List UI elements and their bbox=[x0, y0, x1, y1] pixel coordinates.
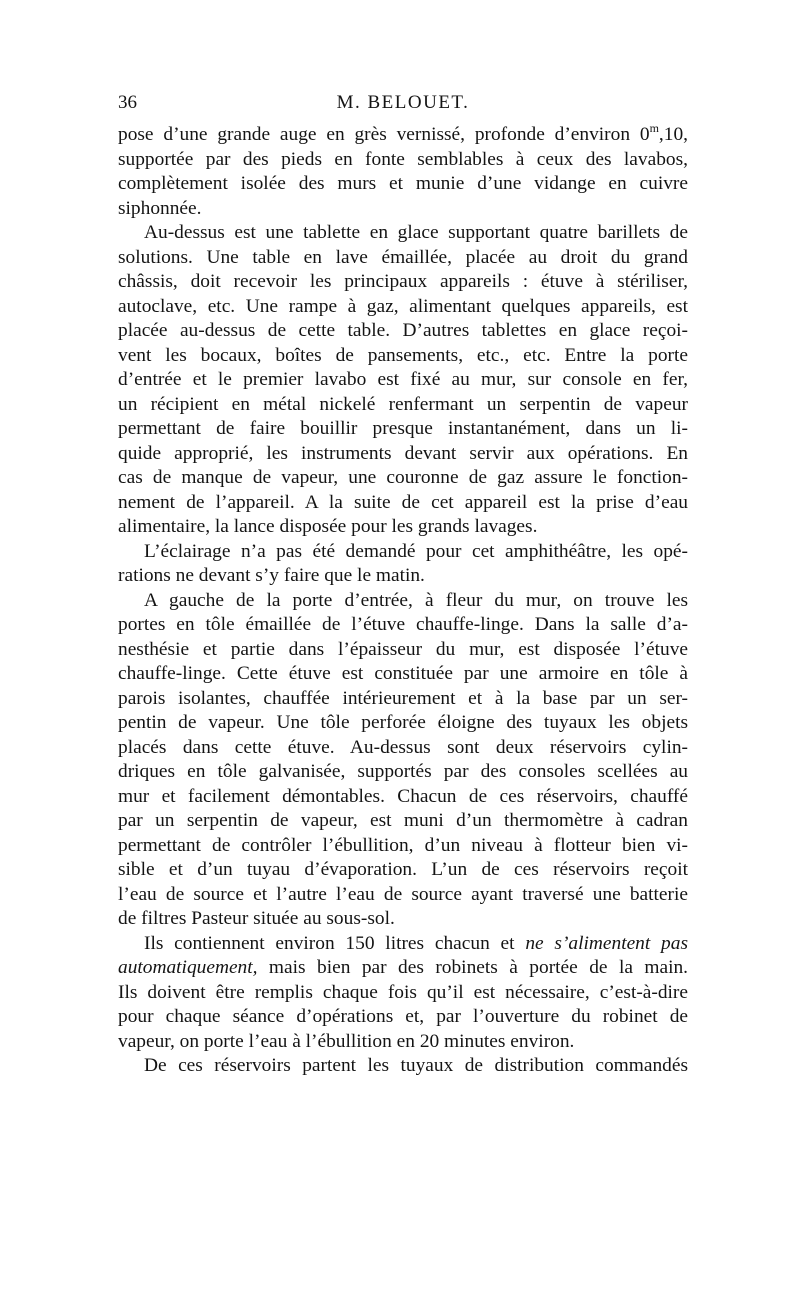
text-line bbox=[118, 858, 688, 883]
line-text: pour chaque séance d’opérations et, par l’ouverture du robinet de bbox=[118, 1006, 688, 1027]
line-text: par un serpentin de vapeur, est muni d’un thermomètre à cadran bbox=[118, 810, 688, 831]
running-head: M. BELOUET. bbox=[336, 92, 470, 113]
line-text: sible et d’un tuyau d’évaporation. L’un de ces réservoirs reçoit bbox=[118, 859, 688, 880]
text-line bbox=[118, 319, 688, 344]
text-line bbox=[118, 1054, 688, 1079]
line-text: quide approprié, les instruments devant servir aux opérations. En bbox=[118, 442, 688, 464]
page-number: 36 bbox=[118, 92, 137, 113]
line-text: complètement isolée des murs et munie d’une vidange en cuivre bbox=[118, 173, 688, 194]
line-text: cas de manque de vapeur, une couronne de gaz assure le fonction- bbox=[118, 467, 688, 488]
line-text: ,10, bbox=[658, 124, 688, 145]
line-text: placée au-dessus de cette table. D’autres tablettes en glace reçoi- bbox=[118, 320, 688, 341]
line-text: mur et facilement démontables. Chacun de ces réservoirs, chauffé bbox=[118, 785, 688, 807]
line-text: portes en tôle émaillée de l’étuve chauffe-linge. Dans la salle d’a- bbox=[118, 614, 688, 635]
italic-text: automatiquement, bbox=[118, 957, 258, 978]
line-text: De ces réservoirs partent les tuyaux de distribution commandés bbox=[144, 1055, 688, 1076]
text-line bbox=[118, 270, 688, 295]
text-line bbox=[118, 687, 688, 712]
superscript: m bbox=[649, 121, 659, 135]
text-line bbox=[118, 736, 688, 761]
text-line bbox=[118, 197, 688, 222]
text-line bbox=[118, 344, 688, 369]
text-line bbox=[118, 442, 688, 467]
line-text: solutions. Une table en lave émaillée, placée au droit du grand bbox=[118, 246, 688, 268]
line-text: permettant de contrôler l’ébullition, d’un niveau à flotteur bien vi- bbox=[118, 834, 688, 856]
text-line bbox=[118, 956, 688, 981]
text-line bbox=[118, 466, 688, 491]
text-line bbox=[118, 368, 688, 393]
text-line bbox=[118, 246, 688, 271]
text-line bbox=[118, 883, 688, 908]
text-line bbox=[118, 589, 688, 614]
line-text: siphonnée. bbox=[118, 197, 202, 219]
line-text: parois isolantes, chauffée intérieurement et à la base par un ser- bbox=[118, 687, 688, 709]
line-text: rations ne devant s’y faire que le matin. bbox=[118, 565, 425, 586]
text-line bbox=[118, 148, 688, 173]
text-line bbox=[118, 417, 688, 442]
line-text: autoclave, etc. Une rampe à gaz, alimentant quelques appareils, est bbox=[118, 295, 688, 317]
text-line bbox=[118, 662, 688, 687]
line-text: supportée par des pieds en fonte semblables à ceux des lavabos, bbox=[118, 148, 688, 170]
text-line bbox=[118, 393, 688, 418]
line-text: Ils doivent être remplis chaque fois qu’il est nécessaire, c’est-à-dire bbox=[118, 981, 688, 1003]
line-text: A gauche de la porte d’entrée, à fleur du mur, on trouve les bbox=[144, 589, 688, 611]
text-line bbox=[118, 221, 688, 246]
line-text: L’éclairage n’a pas été demandé pour cet amphithéâtre, les opé- bbox=[144, 540, 688, 562]
text-line bbox=[118, 981, 688, 1006]
line-text: alimentaire, la lance disposée pour les grands lavages. bbox=[118, 516, 538, 537]
line-text: vapeur, on porte l’eau à l’ébullition en 20 minutes environ. bbox=[118, 1030, 575, 1052]
line-text: Au-dessus est une tablette en glace supportant quatre barillets de bbox=[144, 222, 688, 243]
text-line bbox=[118, 760, 688, 785]
page-header bbox=[118, 92, 688, 118]
text-line bbox=[118, 491, 688, 516]
text-line bbox=[118, 172, 688, 197]
text-line bbox=[118, 1005, 688, 1030]
line-text: un récipient en métal nickelé renfermant un serpentin de vapeur bbox=[118, 393, 688, 415]
body-text bbox=[118, 123, 688, 1079]
text-line bbox=[118, 613, 688, 638]
line-text: permettant de faire bouillir presque instantanément, dans un li- bbox=[118, 418, 688, 439]
line-text: Ils contiennent environ 150 litres chacun et bbox=[144, 932, 526, 954]
text-line bbox=[118, 564, 688, 589]
line-text: vent les bocaux, boîtes de pansements, etc., etc. Entre la porte bbox=[118, 344, 688, 366]
text-line bbox=[118, 809, 688, 834]
text-line bbox=[118, 123, 688, 148]
italic-text: ne s’alimentent pas bbox=[525, 932, 688, 954]
line-text: l’eau de source et l’autre l’eau de source ayant traversé une batterie bbox=[118, 883, 688, 905]
line-text: pentin de vapeur. Une tôle perforée éloigne des tuyaux les objets bbox=[118, 712, 688, 733]
text-line bbox=[118, 1030, 688, 1055]
text-line bbox=[118, 295, 688, 320]
text-line bbox=[118, 540, 688, 565]
line-text: de filtres Pasteur située au sous-sol. bbox=[118, 908, 395, 929]
line-text: mais bien par des robinets à portée de la main. bbox=[257, 957, 688, 978]
line-text: nement de l’appareil. A la suite de cet appareil est la prise d’eau bbox=[118, 491, 688, 513]
text-line bbox=[118, 785, 688, 810]
line-text: d’entrée et le premier lavabo est fixé au mur, sur console en fer, bbox=[118, 369, 688, 390]
line-text: placés dans cette étuve. Au-dessus sont deux réservoirs cylin- bbox=[118, 736, 688, 758]
line-text: nesthésie et partie dans l’épaisseur du mur, est disposée l’étuve bbox=[118, 638, 688, 660]
line-text: chauffe-linge. Cette étuve est constituée par une armoire en tôle à bbox=[118, 663, 688, 684]
line-text: driques en tôle galvanisée, supportés par des consoles scellées au bbox=[118, 761, 688, 782]
text-line bbox=[118, 711, 688, 736]
text-line bbox=[118, 834, 688, 859]
line-text: châssis, doit recevoir les principaux appareils : étuve à stériliser, bbox=[118, 271, 688, 292]
text-line bbox=[118, 638, 688, 663]
text-line bbox=[118, 515, 688, 540]
text-line bbox=[118, 932, 688, 957]
text-line bbox=[118, 907, 688, 932]
line-text: pose d’une grande auge en grès vernissé, profonde d’environ 0 bbox=[118, 124, 650, 145]
